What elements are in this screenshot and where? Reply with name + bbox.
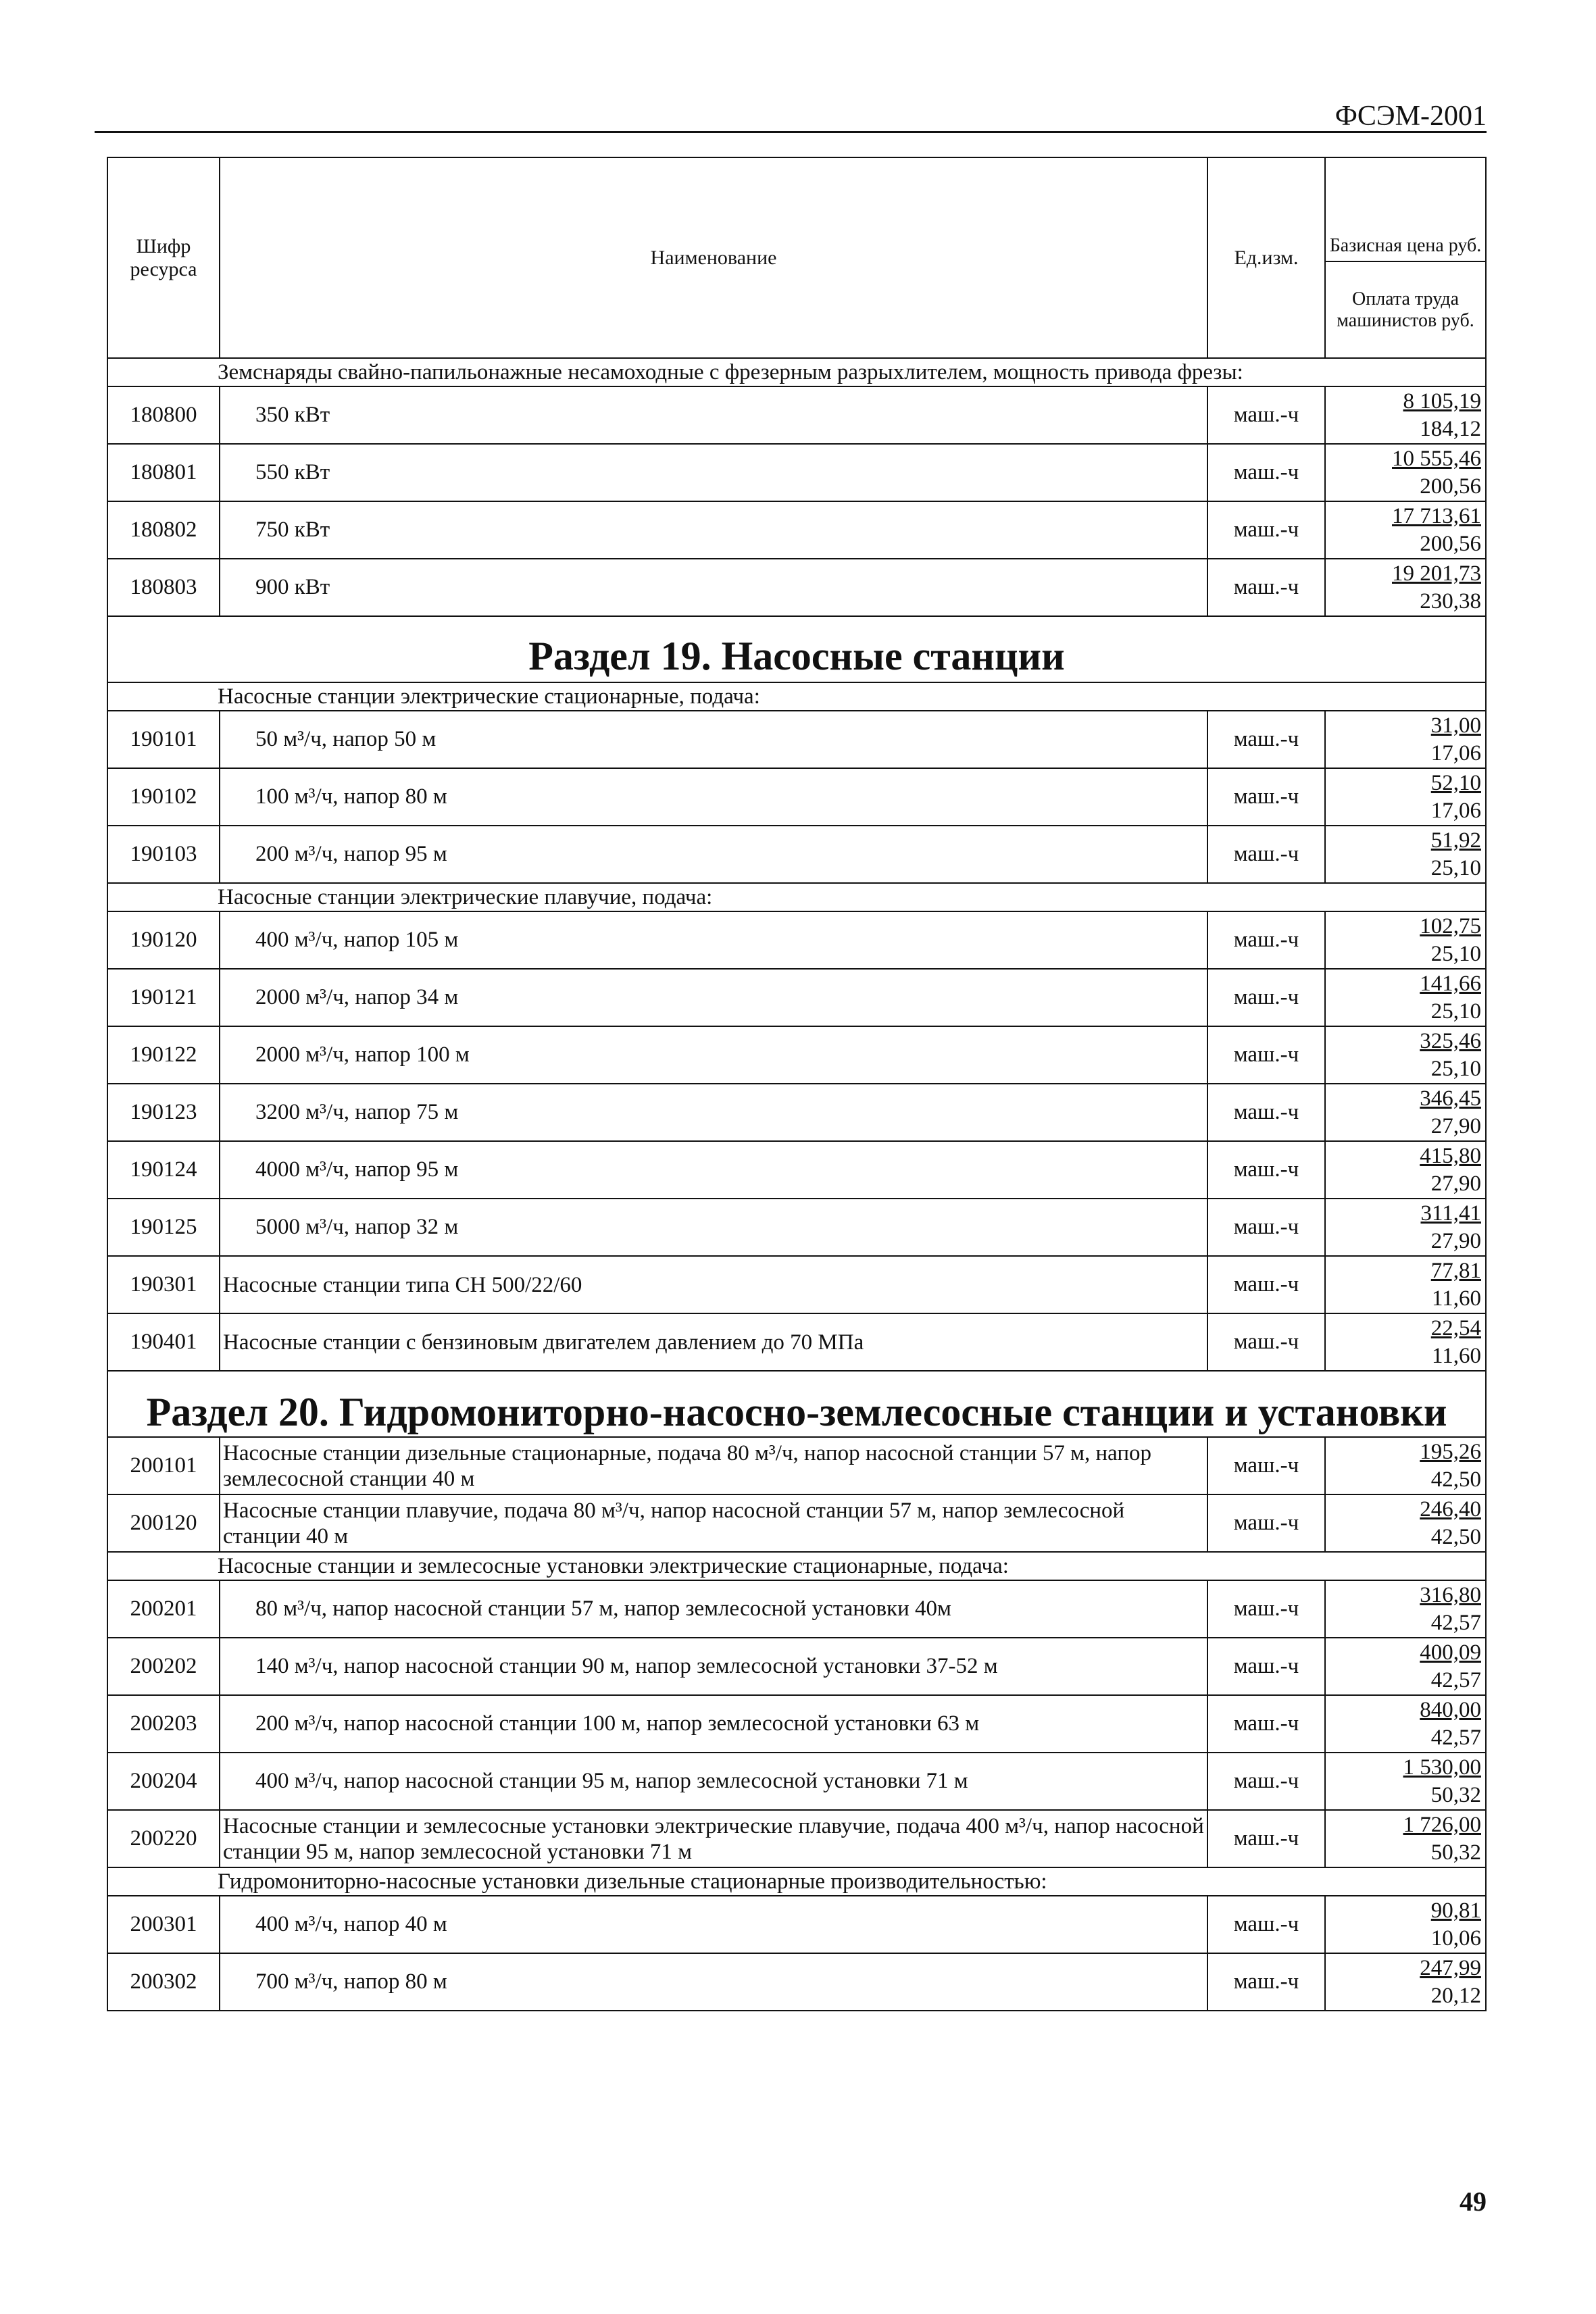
resource-price-cell bbox=[1325, 501, 1486, 559]
table-row bbox=[107, 826, 1486, 883]
resource-price-cell bbox=[1325, 1953, 1486, 2011]
resource-unit: маш.-ч bbox=[1207, 1256, 1325, 1313]
resource-name: 140 м³/ч, напор насосной станции 90 м, напор землесосной установки 37-52 м bbox=[220, 1638, 1207, 1695]
base-price: 246,40 bbox=[1420, 1496, 1481, 1521]
resource-code: 200101 bbox=[107, 1437, 220, 1494]
labor-cost: 200,56 bbox=[1420, 531, 1481, 556]
resource-price-cell bbox=[1325, 1313, 1486, 1371]
table-row bbox=[107, 1199, 1486, 1256]
resource-code: 200220 bbox=[107, 1810, 220, 1867]
labor-cost: 27,90 bbox=[1430, 1171, 1481, 1196]
base-price: 247,99 bbox=[1420, 1955, 1481, 1980]
resource-code: 180801 bbox=[107, 444, 220, 501]
table-row bbox=[107, 1580, 1486, 1638]
table-row bbox=[107, 911, 1486, 969]
table-row bbox=[107, 1437, 1486, 1494]
labor-cost: 17,06 bbox=[1430, 740, 1481, 765]
base-price: 195,26 bbox=[1420, 1439, 1481, 1464]
labor-cost: 27,90 bbox=[1430, 1228, 1481, 1253]
labor-cost: 42,57 bbox=[1430, 1667, 1481, 1692]
labor-cost: 25,10 bbox=[1430, 1056, 1481, 1081]
table-row bbox=[107, 969, 1486, 1026]
resource-unit: маш.-ч bbox=[1207, 1953, 1325, 2011]
labor-cost: 27,90 bbox=[1430, 1113, 1481, 1138]
table-row bbox=[107, 711, 1486, 768]
resource-code: 190122 bbox=[107, 1026, 220, 1084]
resource-price-cell bbox=[1325, 768, 1486, 826]
header-price bbox=[1325, 157, 1486, 358]
resource-price-cell bbox=[1325, 911, 1486, 969]
resource-unit: маш.-ч bbox=[1207, 711, 1325, 768]
base-price: 90,81 bbox=[1430, 1898, 1481, 1923]
resource-unit: маш.-ч bbox=[1207, 1810, 1325, 1867]
resource-name: 200 м³/ч, напор 95 м bbox=[220, 826, 1207, 883]
resource-price-cell bbox=[1325, 1810, 1486, 1867]
labor-cost: 17,06 bbox=[1430, 798, 1481, 823]
table-row bbox=[107, 559, 1486, 616]
resource-price-cell bbox=[1325, 1084, 1486, 1141]
resource-unit: маш.-ч bbox=[1207, 1494, 1325, 1552]
table-row bbox=[107, 768, 1486, 826]
resource-price-cell bbox=[1325, 1026, 1486, 1084]
resource-unit: маш.-ч bbox=[1207, 559, 1325, 616]
resource-name: 400 м³/ч, напор 105 м bbox=[220, 911, 1207, 969]
resource-price-cell bbox=[1325, 1695, 1486, 1753]
resource-price-cell bbox=[1325, 1896, 1486, 1953]
table-row bbox=[107, 1026, 1486, 1084]
resource-unit: маш.-ч bbox=[1207, 501, 1325, 559]
group-row bbox=[107, 682, 1486, 711]
resource-price-cell bbox=[1325, 1199, 1486, 1256]
resource-code: 190121 bbox=[107, 969, 220, 1026]
resource-unit: маш.-ч bbox=[1207, 1896, 1325, 1953]
labor-cost: 10,06 bbox=[1430, 1926, 1481, 1951]
base-price: 1 726,00 bbox=[1403, 1812, 1481, 1837]
resource-table bbox=[107, 157, 1487, 2011]
base-price: 102,75 bbox=[1420, 913, 1481, 938]
base-price: 415,80 bbox=[1420, 1143, 1481, 1168]
labor-cost: 42,50 bbox=[1430, 1524, 1481, 1549]
resource-code: 200201 bbox=[107, 1580, 220, 1638]
resource-price-cell bbox=[1325, 1753, 1486, 1810]
base-price: 840,00 bbox=[1420, 1697, 1481, 1722]
resource-name: 350 кВт bbox=[220, 386, 1207, 444]
header-price-labor: Оплата труда машинистов руб. bbox=[1337, 288, 1474, 331]
resource-name: Насосные станции плавучие, подача 80 м³/ч, напор насосной станции 57 м, напор землесосной станции 40 м bbox=[220, 1494, 1207, 1552]
resource-name: 900 кВт bbox=[220, 559, 1207, 616]
resource-price-cell bbox=[1325, 711, 1486, 768]
table-row bbox=[107, 1695, 1486, 1753]
resource-price-cell bbox=[1325, 1256, 1486, 1313]
labor-cost: 50,32 bbox=[1430, 1782, 1481, 1807]
base-price: 31,00 bbox=[1430, 713, 1481, 738]
resource-code: 190103 bbox=[107, 826, 220, 883]
group-label: Земснаряды свайно-папильонажные несамоходные с фрезерным разрыхлителем, мощность привода фрезы: bbox=[107, 358, 1486, 386]
resource-code: 180800 bbox=[107, 386, 220, 444]
resource-price-cell bbox=[1325, 826, 1486, 883]
header-price-base: Базисная цена руб. bbox=[1326, 158, 1485, 262]
base-price: 51,92 bbox=[1430, 828, 1481, 853]
resource-code: 200302 bbox=[107, 1953, 220, 2011]
resource-name: 100 м³/ч, напор 80 м bbox=[220, 768, 1207, 826]
resource-code: 190125 bbox=[107, 1199, 220, 1256]
resource-price-cell bbox=[1325, 1494, 1486, 1552]
group-row bbox=[107, 358, 1486, 386]
resource-name: 4000 м³/ч, напор 95 м bbox=[220, 1141, 1207, 1199]
resource-code: 200202 bbox=[107, 1638, 220, 1695]
resource-name: 700 м³/ч, напор 80 м bbox=[220, 1953, 1207, 2011]
resource-price-cell bbox=[1325, 1638, 1486, 1695]
labor-cost: 25,10 bbox=[1430, 941, 1481, 966]
resource-code: 190120 bbox=[107, 911, 220, 969]
resource-unit: маш.-ч bbox=[1207, 1084, 1325, 1141]
resource-unit: маш.-ч bbox=[1207, 1580, 1325, 1638]
group-label: Насосные станции электрические стационарные, подача: bbox=[107, 682, 1486, 711]
labor-cost: 200,56 bbox=[1420, 474, 1481, 499]
group-row bbox=[107, 1552, 1486, 1580]
table-row bbox=[107, 1810, 1486, 1867]
resource-name: 2000 м³/ч, напор 34 м bbox=[220, 969, 1207, 1026]
resource-name: Насосные станции типа СН 500/22/60 bbox=[220, 1256, 1207, 1313]
labor-cost: 42,57 bbox=[1430, 1610, 1481, 1635]
base-price: 141,66 bbox=[1420, 971, 1481, 996]
group-row bbox=[107, 883, 1486, 911]
header-code: Шифр ресурса bbox=[107, 157, 220, 358]
base-price: 325,46 bbox=[1420, 1028, 1481, 1053]
labor-cost: 20,12 bbox=[1430, 1983, 1481, 2008]
resource-name: 5000 м³/ч, напор 32 м bbox=[220, 1199, 1207, 1256]
section-row bbox=[107, 1371, 1486, 1437]
resource-name: 400 м³/ч, напор 40 м bbox=[220, 1896, 1207, 1953]
table-row bbox=[107, 444, 1486, 501]
table-row bbox=[107, 1256, 1486, 1313]
resource-unit: маш.-ч bbox=[1207, 444, 1325, 501]
resource-code: 190301 bbox=[107, 1256, 220, 1313]
base-price: 19 201,73 bbox=[1392, 561, 1481, 586]
resource-name: Насосные станции с бензиновым двигателем давлением до 70 МПа bbox=[220, 1313, 1207, 1371]
table-row bbox=[107, 1753, 1486, 1810]
labor-cost: 184,12 bbox=[1420, 416, 1481, 441]
resource-name: 200 м³/ч, напор насосной станции 100 м, напор землесосной установки 63 м bbox=[220, 1695, 1207, 1753]
base-price: 17 713,61 bbox=[1392, 503, 1481, 528]
labor-cost: 11,60 bbox=[1431, 1286, 1481, 1311]
resource-code: 190401 bbox=[107, 1313, 220, 1371]
table-header-row bbox=[107, 157, 1486, 358]
resource-unit: маш.-ч bbox=[1207, 386, 1325, 444]
labor-cost: 25,10 bbox=[1430, 855, 1481, 880]
resource-name: 80 м³/ч, напор насосной станции 57 м, напор землесосной установки 40м bbox=[220, 1580, 1207, 1638]
resource-code: 180803 bbox=[107, 559, 220, 616]
section-title-19: Раздел 19. Насосные станции bbox=[107, 616, 1486, 682]
resource-price-cell bbox=[1325, 969, 1486, 1026]
base-price: 77,81 bbox=[1430, 1258, 1481, 1283]
resource-code: 180802 bbox=[107, 501, 220, 559]
group-label: Насосные станции электрические плавучие, подача: bbox=[107, 883, 1486, 911]
resource-name: 2000 м³/ч, напор 100 м bbox=[220, 1026, 1207, 1084]
group-label: Гидромониторно-насосные установки дизельные стационарные производительностью: bbox=[107, 1867, 1486, 1896]
base-price: 346,45 bbox=[1420, 1086, 1481, 1111]
page-number: 49 bbox=[1460, 2186, 1487, 2217]
table-row bbox=[107, 386, 1486, 444]
resource-price-cell bbox=[1325, 559, 1486, 616]
resource-unit: маш.-ч bbox=[1207, 768, 1325, 826]
resource-name: 3200 м³/ч, напор 75 м bbox=[220, 1084, 1207, 1141]
table-row bbox=[107, 1896, 1486, 1953]
resource-code: 190102 bbox=[107, 768, 220, 826]
resource-unit: маш.-ч bbox=[1207, 969, 1325, 1026]
labor-cost: 50,32 bbox=[1430, 1840, 1481, 1865]
resource-code: 200203 bbox=[107, 1695, 220, 1753]
resource-code: 200301 bbox=[107, 1896, 220, 1953]
table-row bbox=[107, 1953, 1486, 2011]
labor-cost: 42,50 bbox=[1430, 1467, 1481, 1492]
group-label: Насосные станции и землесосные установки электрические стационарные, подача: bbox=[107, 1552, 1486, 1580]
section-row bbox=[107, 616, 1486, 682]
resource-price-cell bbox=[1325, 1141, 1486, 1199]
resource-code: 190101 bbox=[107, 711, 220, 768]
resource-price-cell bbox=[1325, 1580, 1486, 1638]
resource-price-cell bbox=[1325, 1437, 1486, 1494]
base-price: 8 105,19 bbox=[1403, 388, 1481, 413]
resource-name: Насосные станции и землесосные установки электрические плавучие, подача 400 м³/ч, напор насосной станции 95 м, напор землесосной установки 71 м bbox=[220, 1810, 1207, 1867]
document-header bbox=[95, 101, 1487, 133]
table-row bbox=[107, 1313, 1486, 1371]
resource-unit: маш.-ч bbox=[1207, 1695, 1325, 1753]
resource-name: Насосные станции дизельные стационарные, подача 80 м³/ч, напор насосной станции 57 м, напор землесосной станции 40 м bbox=[220, 1437, 1207, 1494]
labor-cost: 25,10 bbox=[1430, 999, 1481, 1024]
resource-name: 550 кВт bbox=[220, 444, 1207, 501]
labor-cost: 11,60 bbox=[1431, 1343, 1481, 1368]
base-price: 1 530,00 bbox=[1403, 1755, 1481, 1780]
table-row bbox=[107, 1638, 1486, 1695]
resource-unit: маш.-ч bbox=[1207, 1437, 1325, 1494]
resource-unit: маш.-ч bbox=[1207, 1026, 1325, 1084]
base-price: 22,54 bbox=[1430, 1315, 1481, 1340]
table-row bbox=[107, 1141, 1486, 1199]
header-name: Наименование bbox=[220, 157, 1207, 358]
table-row bbox=[107, 1084, 1486, 1141]
resource-code: 200120 bbox=[107, 1494, 220, 1552]
header-unit: Ед.изм. bbox=[1207, 157, 1325, 358]
resource-code: 190123 bbox=[107, 1084, 220, 1141]
resource-price-cell bbox=[1325, 444, 1486, 501]
group-row bbox=[107, 1867, 1486, 1896]
document-code: ФСЭМ-2001 bbox=[1335, 101, 1487, 132]
resource-name: 400 м³/ч, напор насосной станции 95 м, напор землесосной установки 71 м bbox=[220, 1753, 1207, 1810]
section-title-20: Раздел 20. Гидромониторно-насосно-землесосные станции и установки bbox=[107, 1371, 1486, 1437]
labor-cost: 230,38 bbox=[1420, 588, 1481, 613]
base-price: 400,09 bbox=[1420, 1640, 1481, 1665]
resource-code: 200204 bbox=[107, 1753, 220, 1810]
table-row bbox=[107, 501, 1486, 559]
resource-unit: маш.-ч bbox=[1207, 1199, 1325, 1256]
resource-unit: маш.-ч bbox=[1207, 1638, 1325, 1695]
labor-cost: 42,57 bbox=[1430, 1725, 1481, 1750]
table-row bbox=[107, 1494, 1486, 1552]
resource-unit: маш.-ч bbox=[1207, 1753, 1325, 1810]
resource-unit: маш.-ч bbox=[1207, 1313, 1325, 1371]
resource-code: 190124 bbox=[107, 1141, 220, 1199]
base-price: 316,80 bbox=[1420, 1582, 1481, 1607]
base-price: 52,10 bbox=[1430, 770, 1481, 795]
resource-unit: маш.-ч bbox=[1207, 1141, 1325, 1199]
resource-name: 50 м³/ч, напор 50 м bbox=[220, 711, 1207, 768]
base-price: 10 555,46 bbox=[1392, 446, 1481, 471]
resource-unit: маш.-ч bbox=[1207, 826, 1325, 883]
resource-price-cell bbox=[1325, 386, 1486, 444]
base-price: 311,41 bbox=[1420, 1201, 1481, 1226]
resource-unit: маш.-ч bbox=[1207, 911, 1325, 969]
resource-name: 750 кВт bbox=[220, 501, 1207, 559]
